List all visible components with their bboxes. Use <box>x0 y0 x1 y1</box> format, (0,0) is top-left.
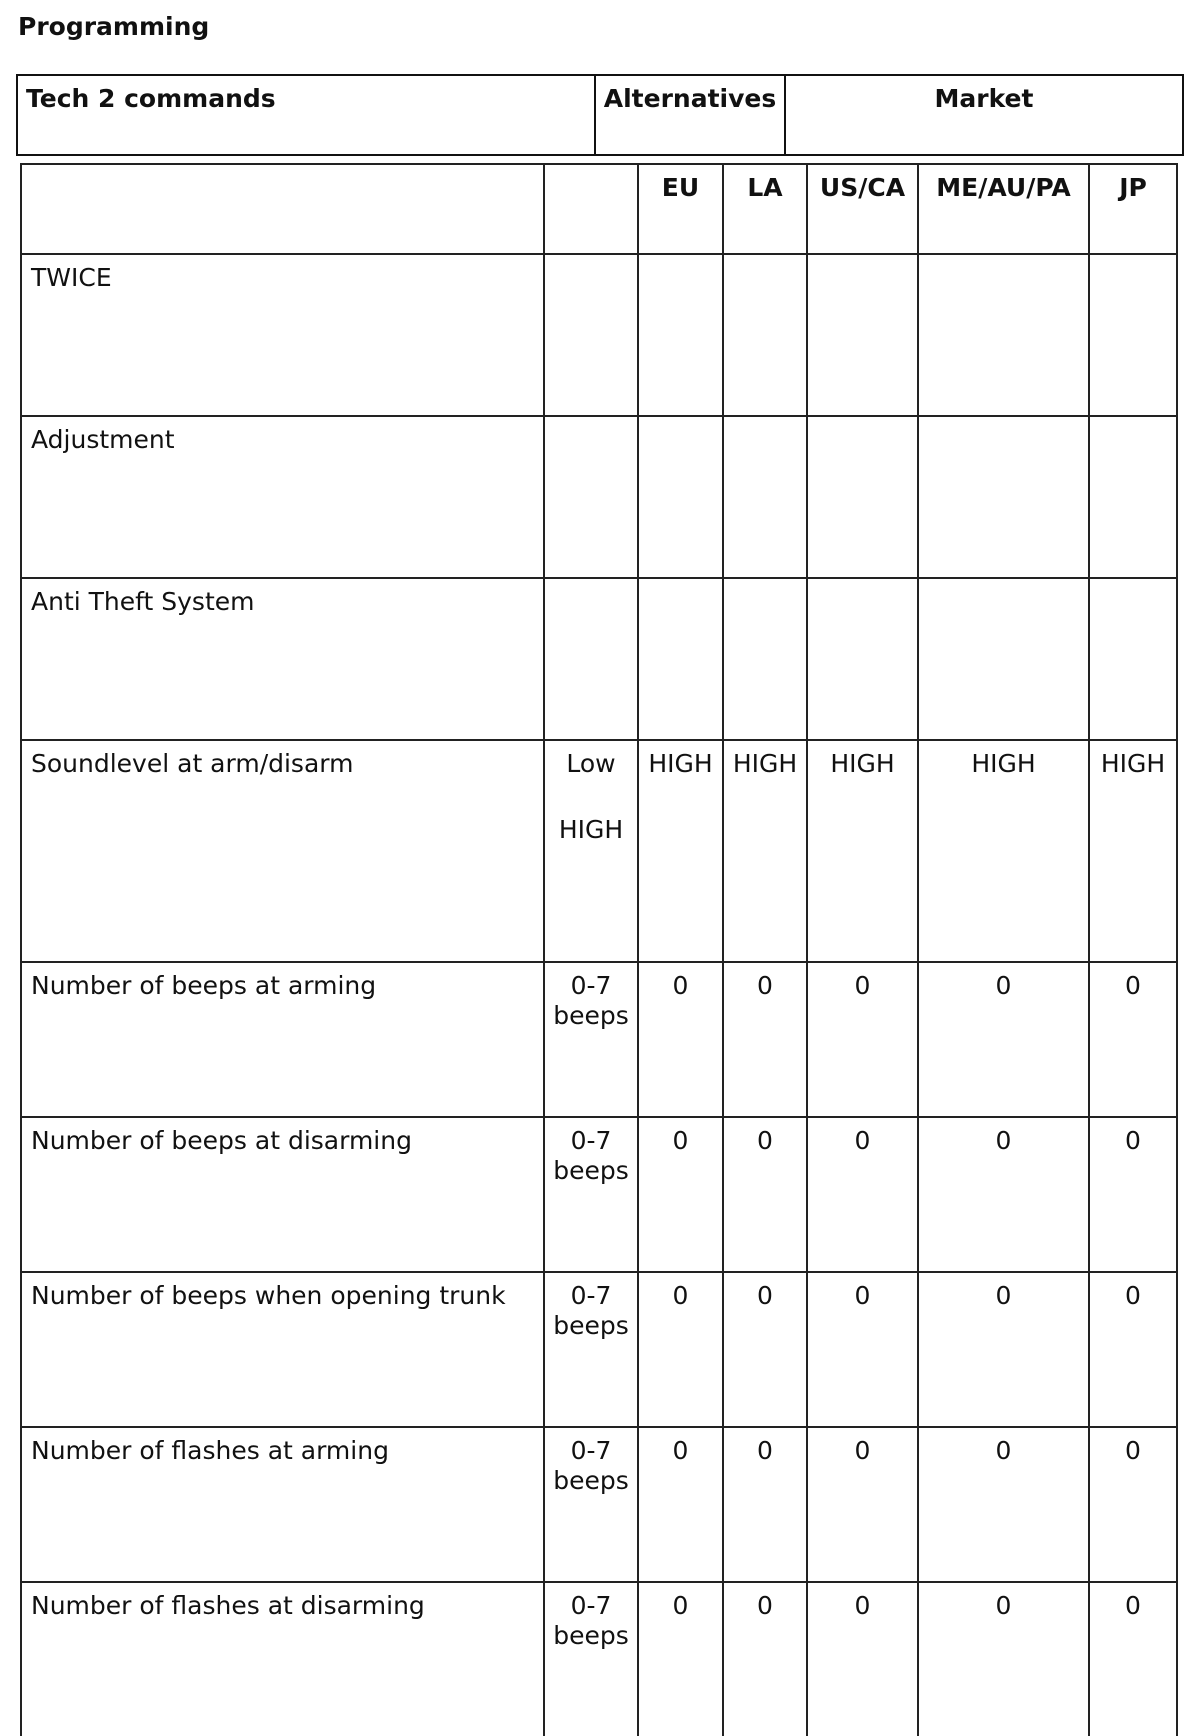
market-value-jp: 0 <box>1089 1582 1177 1736</box>
column-header-la: LA <box>723 164 807 254</box>
market-value-us-ca <box>807 254 918 416</box>
table-row <box>21 962 1177 1117</box>
market-value-jp: HIGH <box>1089 740 1177 962</box>
settings-table <box>20 163 1178 1736</box>
row-alternatives <box>544 962 638 1117</box>
alternative-value: 0-7 <box>570 1281 612 1310</box>
column-header-row <box>21 164 1177 254</box>
alternative-value: beeps <box>553 1311 629 1340</box>
column-header-me-au-pa: ME/AU/PA <box>918 164 1089 254</box>
market-value-eu: HIGH <box>638 740 723 962</box>
market-value-jp: 0 <box>1089 1427 1177 1582</box>
column-header-jp: JP <box>1089 164 1177 254</box>
table-row <box>21 416 1177 578</box>
market-value-us-ca <box>807 416 918 578</box>
alternative-value: 0-7 <box>570 1591 612 1620</box>
alternative-value: beeps <box>553 1156 629 1185</box>
row-alternatives <box>544 1582 638 1736</box>
market-value-la <box>723 578 807 740</box>
market-value-la: 0 <box>723 1272 807 1427</box>
row-label: Number of beeps at arming <box>21 962 544 1117</box>
market-value-us-ca: 0 <box>807 1582 918 1736</box>
table-row <box>21 578 1177 740</box>
market-value-la: 0 <box>723 962 807 1117</box>
alternative-value: HIGH <box>558 815 624 844</box>
header-commands: Tech 2 commands <box>17 75 595 155</box>
market-value-eu: 0 <box>638 1582 723 1736</box>
row-alternatives <box>544 416 638 578</box>
row-label: Soundlevel at arm/disarm <box>21 740 544 962</box>
header-alternatives: Alternatives <box>595 75 785 155</box>
market-value-me-au-pa: 0 <box>918 1427 1089 1582</box>
row-label: Adjustment <box>21 416 544 578</box>
market-value-me-au-pa: 0 <box>918 1582 1089 1736</box>
row-alternatives <box>544 578 638 740</box>
market-value-me-au-pa: 0 <box>918 962 1089 1117</box>
table-row <box>21 1582 1177 1736</box>
market-value-la: 0 <box>723 1427 807 1582</box>
market-value-jp: 0 <box>1089 962 1177 1117</box>
market-value-eu <box>638 578 723 740</box>
market-value-us-ca: 0 <box>807 1427 918 1582</box>
market-value-la: HIGH <box>723 740 807 962</box>
market-value-me-au-pa: 0 <box>918 1272 1089 1427</box>
market-value-me-au-pa <box>918 254 1089 416</box>
market-value-us-ca: 0 <box>807 1117 918 1272</box>
column-header-us-ca: US/CA <box>807 164 918 254</box>
table-row <box>21 1272 1177 1427</box>
market-value-me-au-pa: 0 <box>918 1117 1089 1272</box>
market-value-jp <box>1089 416 1177 578</box>
alternative-value: beeps <box>553 1001 629 1030</box>
row-label: Anti Theft System <box>21 578 544 740</box>
column-header-alternatives <box>544 164 638 254</box>
market-value-eu <box>638 254 723 416</box>
market-value-eu: 0 <box>638 1272 723 1427</box>
header-market: Market <box>785 75 1183 155</box>
market-value-jp: 0 <box>1089 1117 1177 1272</box>
column-header-eu: EU <box>638 164 723 254</box>
alternative-value: 0-7 <box>570 1436 612 1465</box>
row-label: Number of beeps when opening trunk <box>21 1272 544 1427</box>
market-value-jp: 0 <box>1089 1272 1177 1427</box>
market-value-eu <box>638 416 723 578</box>
alternative-value: beeps <box>553 1466 629 1495</box>
row-alternatives <box>544 1117 638 1272</box>
market-value-la: 0 <box>723 1117 807 1272</box>
market-value-us-ca: HIGH <box>807 740 918 962</box>
market-value-us-ca <box>807 578 918 740</box>
market-value-la <box>723 416 807 578</box>
market-value-me-au-pa: HIGH <box>918 740 1089 962</box>
alternative-value: 0-7 <box>570 971 612 1000</box>
market-value-eu: 0 <box>638 1117 723 1272</box>
market-value-jp <box>1089 254 1177 416</box>
table-row <box>21 1427 1177 1582</box>
table-row <box>21 254 1177 416</box>
column-header-command <box>21 164 544 254</box>
market-value-us-ca: 0 <box>807 1272 918 1427</box>
row-alternatives <box>544 254 638 416</box>
row-label: TWICE <box>21 254 544 416</box>
market-value-la <box>723 254 807 416</box>
row-alternatives <box>544 1427 638 1582</box>
row-alternatives <box>544 740 638 962</box>
alternative-value: Low <box>566 749 616 778</box>
page-title: Programming <box>18 12 210 41</box>
row-label: Number of flashes at disarming <box>21 1582 544 1736</box>
market-value-eu: 0 <box>638 1427 723 1582</box>
row-label: Number of beeps at disarming <box>21 1117 544 1272</box>
market-value-la: 0 <box>723 1582 807 1736</box>
header-table <box>16 74 1184 156</box>
alternative-value: 0-7 <box>570 1126 612 1155</box>
alternative-value: beeps <box>553 1621 629 1650</box>
table-row <box>21 740 1177 962</box>
market-value-me-au-pa <box>918 578 1089 740</box>
market-value-eu: 0 <box>638 962 723 1117</box>
row-label: Number of flashes at arming <box>21 1427 544 1582</box>
market-value-me-au-pa <box>918 416 1089 578</box>
table-body <box>21 254 1177 1736</box>
market-value-jp <box>1089 578 1177 740</box>
table-row <box>21 1117 1177 1272</box>
market-value-us-ca: 0 <box>807 962 918 1117</box>
row-alternatives <box>544 1272 638 1427</box>
